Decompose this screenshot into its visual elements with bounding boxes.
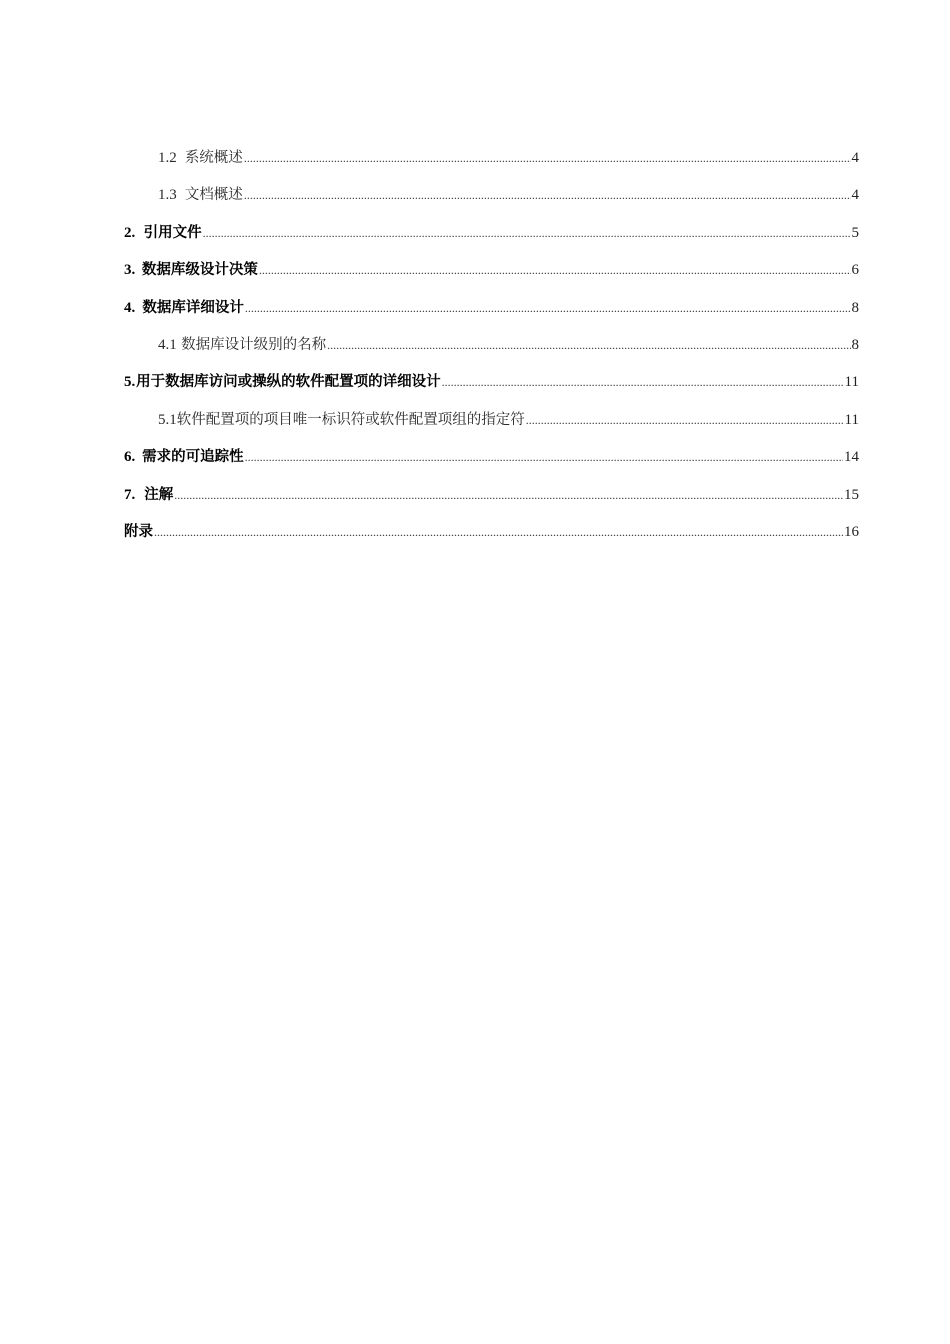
toc-entry-number: 6. — [124, 449, 136, 466]
toc-entry-page: 4 — [851, 187, 859, 204]
toc-entry-page: 16 — [844, 523, 859, 540]
toc-entry-number: 7. — [124, 486, 136, 503]
toc-entry[interactable] — [124, 177, 859, 214]
toc-entry[interactable] — [124, 402, 859, 439]
toc-entry-number: 5.1 — [158, 411, 177, 428]
toc-dot-leader — [244, 140, 851, 177]
table-of-contents — [124, 140, 859, 551]
toc-entry[interactable] — [124, 364, 859, 401]
toc-entry-page: 11 — [844, 411, 859, 428]
toc-entry-title: 数据库级设计决策 — [141, 262, 258, 279]
toc-dot-leader — [245, 290, 851, 327]
toc-entry-number: 5. — [124, 374, 136, 391]
toc-entry-number: 1.3 — [158, 187, 177, 204]
toc-entry-page: 8 — [851, 299, 859, 316]
toc-entry-title: 用于数据库访问或操纵的软件配置项的详细设计 — [136, 374, 441, 391]
toc-entry-page: 5 — [851, 224, 859, 241]
toc-entry-number: 4. — [124, 299, 136, 316]
toc-entry-title: 数据库详细设计 — [142, 299, 244, 316]
toc-dot-leader — [245, 439, 843, 476]
toc-entry-page: 11 — [844, 374, 859, 391]
toc-dot-leader — [174, 477, 843, 514]
toc-dot-leader — [154, 514, 843, 551]
toc-entry-number: 1.2 — [158, 150, 177, 166]
toc-entry-title: 引用文件 — [143, 224, 202, 241]
toc-entry[interactable] — [124, 327, 859, 364]
toc-entry-page: 8 — [851, 336, 859, 353]
toc-entry-page: 4 — [851, 150, 859, 166]
toc-entry-title: 附录 — [124, 523, 153, 540]
toc-entry-title: 文档概述 — [184, 187, 243, 204]
toc-dot-leader — [259, 252, 851, 289]
toc-dot-leader — [526, 402, 844, 439]
toc-entry-number: 2. — [124, 224, 136, 241]
toc-entry-title: 软件配置项的项目唯一标识符或软件配置项组的指定符 — [176, 411, 525, 428]
toc-entry[interactable] — [124, 252, 859, 289]
toc-entry[interactable] — [124, 290, 859, 327]
toc-entry-title: 注解 — [144, 486, 174, 503]
toc-dot-leader — [442, 364, 844, 401]
toc-dot-leader — [244, 177, 851, 214]
toc-dot-leader — [327, 327, 850, 364]
toc-entry-page: 6 — [851, 262, 859, 279]
toc-entry-appendix[interactable] — [124, 514, 859, 551]
toc-entry[interactable] — [124, 439, 859, 476]
toc-entry-page: 15 — [844, 486, 859, 503]
toc-entry[interactable] — [124, 140, 859, 177]
toc-entry-page: 14 — [844, 449, 859, 466]
toc-entry-title: 系统概述 — [184, 150, 243, 166]
toc-entry-number: 3. — [124, 262, 136, 279]
toc-entry-title: 数据库设计级别的名称 — [181, 336, 327, 353]
toc-entry-title: 需求的可追踪性 — [142, 449, 244, 466]
toc-entry[interactable] — [124, 215, 859, 252]
toc-entry-number: 4.1 — [158, 336, 177, 353]
toc-dot-leader — [203, 215, 851, 252]
toc-entry[interactable] — [124, 477, 859, 514]
